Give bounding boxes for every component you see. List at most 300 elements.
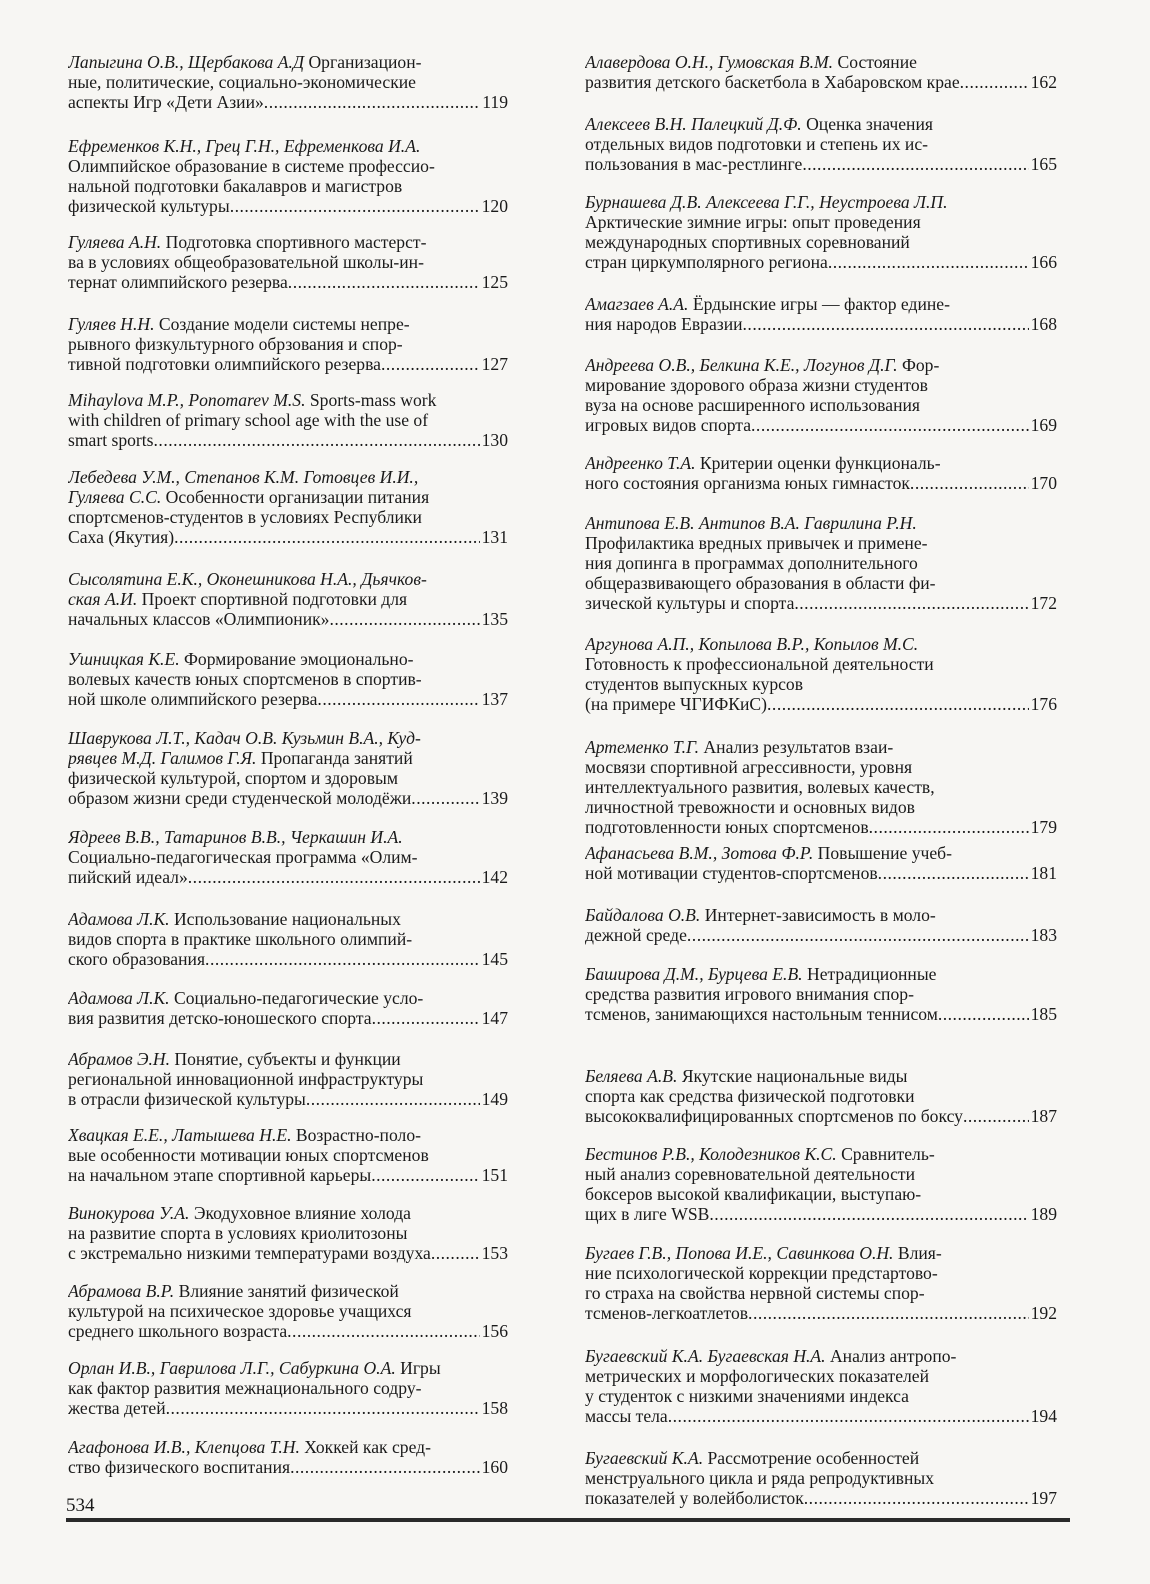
entry-page-number: 131 (481, 527, 508, 547)
entry-title-text: го страха на свойства нервной системы спор- (585, 1283, 925, 1303)
toc-entry (68, 909, 508, 969)
toc-entry (585, 843, 1057, 883)
entry-title-text: Готовность к профессиональной деятельности (585, 654, 934, 674)
dot-leader (205, 949, 480, 969)
entry-title-text: тсменов-легкоатлетов (585, 1303, 749, 1323)
entry-page-number: 165 (1030, 154, 1057, 174)
toc-entry-line (68, 136, 508, 156)
entry-title-text: ный анализ соревновательной деятельности (585, 1164, 915, 1184)
dot-leader (411, 788, 479, 808)
entry-title-text: Хоккей как сред- (299, 1437, 431, 1457)
toc-entry-line (585, 415, 1057, 435)
entry-page-number: 189 (1030, 1204, 1057, 1224)
entry-title-text: Особенности организации питания (161, 487, 430, 507)
entry-authors: Агафонова И.В., Клепцова Т.Н. (68, 1437, 300, 1457)
toc-entry-line (68, 1378, 508, 1398)
entry-page-number: 142 (481, 867, 508, 887)
toc-entry-line (585, 984, 1057, 1004)
entry-title-text: ского образования (68, 949, 206, 969)
toc-entry-line (585, 925, 1057, 945)
toc-entry-line (585, 294, 1057, 314)
dot-leader (317, 689, 479, 709)
entry-authors: Бугаевский К.А. Бугаевская Н.А. (585, 1346, 826, 1366)
bottom-rule (66, 1518, 1070, 1522)
entry-authors: Амагзаев А.А. (585, 294, 689, 314)
toc-entry-line (585, 1283, 1057, 1303)
entry-title-text: боксеров высокой квалификации, выступаю- (585, 1184, 922, 1204)
entry-title-text: массы тела (585, 1406, 668, 1426)
toc-entry (585, 355, 1057, 435)
dot-leader (963, 1106, 1029, 1126)
toc-entry (585, 1243, 1057, 1323)
entry-authors: Байдалова О.В. (585, 905, 701, 925)
toc-entry (68, 52, 508, 112)
toc-entry-line (585, 1106, 1057, 1126)
toc-entry-line (585, 355, 1057, 375)
entry-authors: Гуляева А.Н. (68, 232, 162, 252)
entry-title-text: с экстремально низкими температурами воздуха (68, 1243, 431, 1263)
toc-entry-line (585, 1386, 1057, 1406)
dot-leader (910, 473, 1029, 493)
toc-entry-line (68, 410, 508, 430)
toc-entry (585, 52, 1057, 92)
dot-leader (372, 1008, 480, 1028)
entry-title-text: метрических и морфологических показателей (585, 1366, 930, 1386)
toc-entry-line (68, 232, 508, 252)
toc-entry (68, 314, 508, 374)
toc-entry-line (68, 430, 508, 450)
toc-entry (68, 728, 508, 808)
toc-entry-line (585, 593, 1057, 613)
entry-page-number: 151 (481, 1165, 508, 1185)
toc-entry (68, 988, 508, 1028)
dot-leader (154, 430, 480, 450)
entry-title-text: Фор- (897, 355, 940, 375)
entry-page-number: 137 (481, 689, 508, 709)
toc-entry (68, 467, 508, 547)
toc-entry-line (68, 788, 508, 808)
entry-page-number: 176 (1030, 694, 1057, 714)
toc-entry-line (585, 1346, 1057, 1366)
toc-entry-line (68, 649, 508, 669)
dot-leader (381, 354, 480, 374)
entry-title-text: ние психологической коррекции предстартово- (585, 1263, 938, 1283)
toc-entry-line (68, 314, 508, 334)
entry-title-text: спортсменов-студентов в условиях Республики (68, 507, 422, 527)
entry-page-number: 119 (482, 92, 508, 112)
toc-entry (585, 1448, 1057, 1508)
toc-entry-line (68, 929, 508, 949)
entry-authors: Орлан И.В., Гаврилова Л.Г., Сабуркина О.А. (68, 1358, 396, 1378)
toc-entry-line (68, 569, 508, 589)
entry-title-text: Создание модели системы непре- (154, 314, 410, 334)
entry-title-text: отдельных видов подготовки и степень их ис- (585, 134, 928, 154)
dot-leader (751, 415, 1029, 435)
entry-authors: Абрамов Э.Н. (68, 1049, 171, 1069)
entry-title-text: Оценка значения (801, 114, 933, 134)
toc-entry (68, 1437, 508, 1477)
entry-title-text: аспекты Игр «Дети Азии» (68, 92, 264, 112)
toc-entry (68, 136, 508, 216)
entry-authors: Гуляев Н.Н. (68, 314, 155, 334)
toc-entry-line (585, 905, 1057, 925)
toc-entry-line (585, 395, 1057, 415)
toc-entry (68, 1203, 508, 1263)
toc-entry-line (68, 949, 508, 969)
entry-title-text: Организацион- (304, 52, 422, 72)
toc-entry-line (585, 654, 1057, 674)
entry-title-text: развития детского баскетбола в Хабаровском крае (585, 72, 960, 92)
page-number: 534 (66, 1495, 95, 1516)
entry-authors: Шаврукова Л.Т., Кадач О.В. Кузьмин В.А., Куд- (68, 728, 421, 748)
entry-authors: Бестинов Р.В., Колодезников К.С. (585, 1144, 837, 1164)
toc-entry-line (585, 1164, 1057, 1184)
dot-leader (287, 1321, 479, 1341)
entry-authors: Mihaylova M.P., Ponomarev M.S. (68, 390, 306, 410)
toc-entry-line (68, 92, 508, 112)
toc-entry-line (68, 768, 508, 788)
toc-entry-line (585, 314, 1057, 334)
entry-page-number: 166 (1030, 252, 1057, 272)
toc-entry-line (68, 334, 508, 354)
entry-title-text: Использование национальных (169, 909, 401, 929)
entry-title-text: Нетрадиционные (802, 964, 937, 984)
toc-entry-line (68, 354, 508, 374)
toc-entry-line (68, 1398, 508, 1418)
toc-entry-line (585, 843, 1057, 863)
toc-entry-line (68, 52, 508, 72)
toc-entry-line (585, 72, 1057, 92)
toc-entry-line (68, 1358, 508, 1378)
entry-page-number: 185 (1030, 1004, 1057, 1024)
toc-entry-line (585, 232, 1057, 252)
toc-entry-line (585, 212, 1057, 232)
entry-authors: Ушницкая К.Е. (68, 649, 180, 669)
entry-title-text: зической культуры и спорта (585, 593, 795, 613)
toc-entry-line (585, 757, 1057, 777)
entry-page-number: 162 (1030, 72, 1057, 92)
entry-title-text: (на примере ЧГИФКиС) (585, 694, 768, 714)
toc-entry-line (585, 1144, 1057, 1164)
entry-title-text: Формирование эмоционально- (179, 649, 414, 669)
dot-leader (288, 272, 480, 292)
entry-title-text: тсменов, занимающихся настольным теннисом (585, 1004, 938, 1024)
entry-title-text: на развитие спорта в условиях криолитозоны (68, 1223, 408, 1243)
dot-leader (687, 925, 1029, 945)
toc-entry-line (585, 1066, 1057, 1086)
toc-entry-line (68, 1301, 508, 1321)
toc-entry-line (68, 196, 508, 216)
entry-authors: Бугаевский К.А. (585, 1448, 704, 1468)
toc-entry (585, 634, 1057, 714)
entry-page-number: 145 (481, 949, 508, 969)
entry-authors: Андреева О.В., Белкина К.Е., Логунов Д.Г. (585, 355, 898, 375)
entry-title-text: физической культуры (68, 196, 230, 216)
entry-authors: Винокурова У.А. (68, 1203, 190, 1223)
entry-title-text: средства развития игрового внимания спор- (585, 984, 914, 1004)
toc-entry (585, 453, 1057, 493)
toc-entry-line (68, 507, 508, 527)
toc-entry-line (68, 669, 508, 689)
dot-leader (264, 92, 480, 112)
toc-entry-line (585, 453, 1057, 473)
toc-entry-line (585, 817, 1057, 837)
entry-page-number: 149 (481, 1089, 508, 1109)
toc-entry-line (68, 1223, 508, 1243)
entry-title-text: начальных классов «Олимпионик» (68, 609, 330, 629)
toc-entry (585, 114, 1057, 174)
toc-entry-line (68, 487, 508, 507)
entry-title-text: подготовленности юных спортсменов (585, 817, 869, 837)
entry-page-number: 130 (481, 430, 508, 450)
entry-title-text: рывного физкультурного обрзования и спор- (68, 334, 403, 354)
entry-title-text: вуза на основе расширенного использования (585, 395, 920, 415)
toc-entry-line (68, 1243, 508, 1263)
entry-title-text: Подготовка спортивного мастерст- (161, 232, 427, 252)
toc-entry-line (585, 553, 1057, 573)
entry-page-number: 179 (1030, 817, 1057, 837)
toc-entry (68, 1125, 508, 1185)
entry-title-text: ной мотивации студентов-спортсменов (585, 863, 878, 883)
entry-title-text: стран циркумполярного региона (585, 252, 828, 272)
toc-entry-line (68, 847, 508, 867)
entry-authors: Артеменко Т.Г. (585, 737, 700, 757)
dot-leader (668, 1406, 1029, 1426)
toc-entry-line (585, 1184, 1057, 1204)
entry-title-text: щих в лиге WSB (585, 1204, 710, 1224)
dot-leader (828, 252, 1029, 272)
toc-entry-line (68, 1203, 508, 1223)
entry-authors: Адамова Л.К. (68, 909, 170, 929)
toc-entry-line (585, 473, 1057, 493)
entry-title-text: игровых видов спорта (585, 415, 752, 435)
dot-leader (709, 1204, 1028, 1224)
toc-entry-line (585, 694, 1057, 714)
toc-entry-line (68, 1145, 508, 1165)
entry-title-text: в отрасли физической культуры (68, 1089, 306, 1109)
toc-entry (585, 1144, 1057, 1224)
toc-entry (68, 1281, 508, 1341)
entry-title-text: дежной среде (585, 925, 687, 945)
toc-entry-line (585, 1086, 1057, 1106)
entry-title-text: Социально-педагогическая программа «Олим- (68, 847, 418, 867)
toc-entry-line (585, 1468, 1057, 1488)
toc-entry-line (68, 1321, 508, 1341)
entry-authors: Лапыгина О.В., Щербакова А.Д (68, 52, 305, 72)
toc-entry-line (585, 634, 1057, 654)
toc-entry-line (68, 728, 508, 748)
entry-title-text: интеллектуального развития, волевых качеств, (585, 777, 935, 797)
toc-entry (585, 1066, 1057, 1126)
toc-entry-line (585, 777, 1057, 797)
dot-leader (174, 527, 480, 547)
entry-authors: ская А.И. (68, 589, 138, 609)
entry-authors: Антипова Е.В. Антипов В.А. Гаврилина Р.Н. (585, 513, 917, 533)
entry-page-number: 153 (481, 1243, 508, 1263)
entry-page-number: 135 (481, 609, 508, 629)
toc-entry (68, 1358, 508, 1418)
toc-entry (585, 513, 1057, 613)
entry-title-text: ва в условиях общеобразовательной школы-ин- (68, 252, 424, 272)
entry-authors: Баширова Д.М., Бурцева Е.В. (585, 964, 803, 984)
entry-title-text: Проект спортивной подготовки для (137, 589, 408, 609)
toc-entry-line (585, 1004, 1057, 1024)
entry-page-number: 192 (1030, 1303, 1057, 1323)
entry-page-number: 170 (1030, 473, 1057, 493)
dot-leader (431, 1243, 480, 1263)
dot-leader (748, 1303, 1029, 1323)
toc-entry-line (68, 1457, 508, 1477)
toc-entry (585, 1346, 1057, 1426)
entry-title-text: у студенток с низкими значениями индекса (585, 1386, 909, 1406)
toc-entry (585, 192, 1057, 272)
entry-title-text: пользования в мас-рестлинге (585, 154, 803, 174)
dot-leader (878, 863, 1029, 883)
entry-authors: Алексеев В.Н. Палецкий Д.Ф. (585, 114, 802, 134)
toc-entry-line (585, 52, 1057, 72)
entry-page-number: 156 (481, 1321, 508, 1341)
entry-title-text: личностной тревожности и основных видов (585, 797, 915, 817)
entry-title-text: ство физического воспитания (68, 1457, 291, 1477)
entry-authors: Аргунова А.П., Копылова В.Р., Копылов М.С. (585, 634, 919, 654)
entry-title-text: нальной подготовки бакалавров и магистров (68, 176, 403, 196)
toc-entry (585, 905, 1057, 945)
dot-leader (371, 1165, 479, 1185)
toc-entry-line (68, 1165, 508, 1185)
entry-page-number: 168 (1030, 314, 1057, 334)
toc-entry-line (68, 609, 508, 629)
toc-entry-line (68, 72, 508, 92)
entry-title-text: спорта как средства физической подготовки (585, 1086, 915, 1106)
toc-entry-line (585, 375, 1057, 395)
entry-title-text: вия развития детско-юношеского спорта (68, 1008, 372, 1028)
entry-title-text: Интернет-зависимость в моло- (700, 905, 936, 925)
entry-authors: Сысолятина Е.К., Оконешникова Н.А., Дьячков- (68, 569, 427, 589)
entry-title-text: Социально-педагогические усло- (169, 988, 424, 1008)
toc-entry-line (68, 390, 508, 410)
toc-entry-line (585, 737, 1057, 757)
entry-page-number: 139 (481, 788, 508, 808)
entry-title-text: Игры (395, 1358, 441, 1378)
entry-authors: рявцев М.Д. Галимов Г.Я. (68, 748, 257, 768)
dot-leader (743, 314, 1029, 334)
toc-entry-line (585, 797, 1057, 817)
toc-entry-line (585, 1243, 1057, 1263)
toc-entry (68, 827, 508, 887)
dot-leader (230, 196, 480, 216)
entry-authors: Ефременков К.Н., Грец Г.Н., Ефременкова И.А. (68, 136, 421, 156)
toc-entry-line (68, 909, 508, 929)
entry-authors: Бугаев Г.В., Попова И.Е., Савинкова О.Н. (585, 1243, 894, 1263)
toc-entry (68, 569, 508, 629)
entry-title-text: международных спортивных соревнований (585, 232, 910, 252)
entry-title-text: мосвязи спортивной агрессивности, уровня (585, 757, 913, 777)
toc-entry (68, 1049, 508, 1109)
toc-entry-line (68, 589, 508, 609)
toc-entry-line (68, 827, 508, 847)
dot-leader (869, 817, 1029, 837)
toc-entry-line (68, 1049, 508, 1069)
toc-entry-line (585, 1406, 1057, 1426)
toc-entry-line (585, 513, 1057, 533)
entry-authors: Афанасьева В.М., Зотова Ф.Р. (585, 843, 814, 863)
entry-title-text: Понятие, субъекты и функции (170, 1049, 401, 1069)
entry-authors: Адамова Л.К. (68, 988, 170, 1008)
entry-page-number: 120 (481, 196, 508, 216)
entry-title-text: волевых качеств юных спортсменов в спортив- (68, 669, 422, 689)
dot-leader (804, 1488, 1029, 1508)
entry-title-text: ной школе олимпийского резерва (68, 689, 318, 709)
entry-page-number: 158 (481, 1398, 508, 1418)
entry-title-text: менструального цикла и ряда репродуктивных (585, 1468, 934, 1488)
entry-title-text: Арктические зимние игры: опыт проведения (585, 212, 921, 232)
toc-entry-line (585, 1204, 1057, 1224)
toc-entry (68, 649, 508, 709)
toc-entry (585, 294, 1057, 334)
toc-entry-line (68, 1069, 508, 1089)
entry-title-text: Влияние занятий физической (174, 1281, 399, 1301)
toc-entry-line (585, 674, 1057, 694)
entry-authors: Абрамова В.Р. (68, 1281, 175, 1301)
toc-entry-line (585, 1366, 1057, 1386)
entry-page-number: 169 (1030, 415, 1057, 435)
entry-title-text: ного состояния организма юных гимнасток (585, 473, 910, 493)
entry-authors: Гуляева С.С. (68, 487, 162, 507)
toc-entry-line (68, 1281, 508, 1301)
toc-entry-line (68, 272, 508, 292)
dot-leader (794, 593, 1028, 613)
dot-leader (306, 1089, 480, 1109)
entry-title-text: Критерии оценки функциональ- (695, 453, 941, 473)
entry-title-text: smart sports (68, 430, 154, 450)
entry-page-number: 183 (1030, 925, 1057, 945)
dot-leader (767, 694, 1029, 714)
entry-title-text: ния народов Евразии (585, 314, 743, 334)
toc-entry-line (68, 1089, 508, 1109)
entry-page-number: 172 (1030, 593, 1057, 613)
toc-entry-line (68, 1125, 508, 1145)
entry-title-text: Анализ антропо- (825, 1346, 957, 1366)
entry-title-text: Возрастно-поло- (291, 1125, 421, 1145)
entry-title-text: Олимпийское образование в системе профессио- (68, 156, 435, 176)
entry-title-text: студентов выпускных курсов (585, 674, 804, 694)
entry-title-text: вые особенности мотивации юных спортсменов (68, 1145, 429, 1165)
toc-entry-line (68, 1008, 508, 1028)
toc-entry (68, 232, 508, 292)
toc-entry-line (585, 154, 1057, 174)
entry-authors: Ядреев В.В., Татаринов В.В., Черкашин И.А. (68, 827, 403, 847)
dot-leader (938, 1004, 1029, 1024)
entry-authors: Беляева А.В. (585, 1066, 678, 1086)
entry-title-text: Саха (Якутия) (68, 527, 175, 547)
entry-title-text: Состояние (833, 52, 917, 72)
entry-title-text: Якутские национальные виды (677, 1066, 908, 1086)
entry-title-text: видов спорта в практике школьного олимпий- (68, 929, 413, 949)
toc-entry-line (68, 748, 508, 768)
entry-title-text: культурой на психическое здоровье учащихся (68, 1301, 412, 1321)
entry-title-text: with children of primary school age with the use of (68, 410, 429, 430)
entry-title-text: Рассмотрение особенностей (703, 1448, 920, 1468)
entry-title-text: как фактор развития межнационального содру- (68, 1378, 422, 1398)
entry-title-text: Повышение учеб- (813, 843, 952, 863)
entry-title-text: пийский идеал» (68, 867, 188, 887)
toc-entry-line (68, 1437, 508, 1457)
entry-title-text: ния допинга в программах дополнительного (585, 553, 918, 573)
entry-title-text: Экодуховное влияние холода (189, 1203, 411, 1223)
toc-entry-line (68, 156, 508, 176)
toc-entry-line (585, 1448, 1057, 1468)
toc-entry-line (68, 252, 508, 272)
